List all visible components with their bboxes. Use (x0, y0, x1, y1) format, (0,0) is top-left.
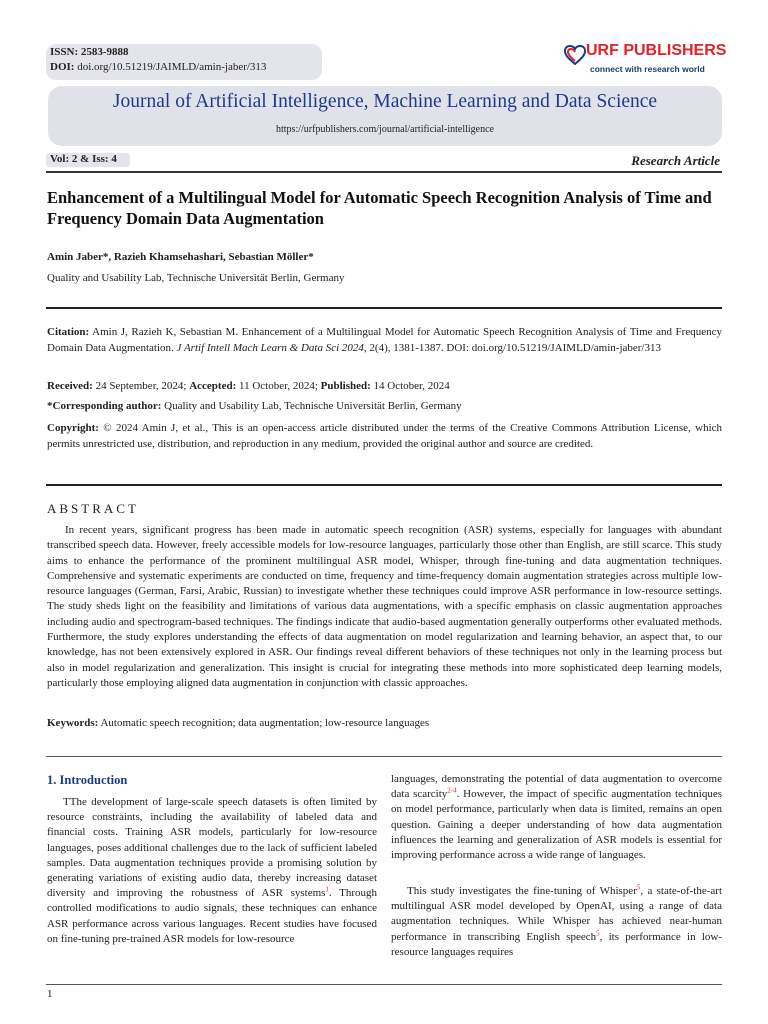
publisher-tagline: connect with research world (590, 64, 705, 74)
accepted-date: 11 October, 2024; (239, 380, 318, 392)
publisher-name: URF PUBLISHERS (586, 42, 727, 59)
citation-journal: J Artif Intell Mach Learn & Data Sci 2024 (176, 341, 364, 354)
corresponding-author (47, 399, 722, 415)
article-type: Research Article (631, 153, 720, 168)
intro-p1-text-col2: languages, demonstrating the potential of data augmentation to overcome data scarcity (391, 773, 722, 801)
authors: Amin Jaber*, Razieh Khamsehashari, Sebastian Möller* (47, 251, 314, 263)
copyright-label: Copyright: (47, 422, 99, 434)
intro-heading: 1. Introduction (47, 773, 128, 787)
citation-text: Amin J, Razieh K, Sebastian M. Enhancement of a Multilingual Model for Automatic Speech Recognition Analysis of Time and Frequency Domain Data Augmentation. (47, 326, 722, 354)
citation-label: Citation: (47, 326, 90, 338)
corresponding-text: Quality and Usability Lab, Technische Universität Berlin, Germany (164, 400, 462, 412)
reference-link[interactable]: 2-4 (447, 786, 457, 795)
intro-paragraph-2 (391, 884, 722, 960)
received-label: Received: (47, 380, 93, 392)
doi (50, 61, 266, 73)
keywords-text: Automatic speech recognition; data augmentation; low-resource languages (100, 717, 430, 729)
reference-link[interactable]: 5 (636, 883, 641, 892)
reference-link[interactable]: 5 (596, 928, 600, 937)
abstract-divider (46, 756, 722, 757)
keywords-label: Keywords: (47, 717, 99, 729)
citation-tail: , 2(4), 1381-1387. DOI: doi.org/10.51219/JAIMLD/amin-jaber/313 (363, 341, 661, 354)
intro-p2-text: This study investigates the fine-tuning of Whisper (407, 885, 637, 897)
dates (47, 379, 722, 395)
accepted-label: Accepted: (189, 380, 237, 392)
intro-paragraph-1-cont (391, 772, 722, 863)
intro-p1-text: TThe development of large-scale speech datasets is often limited by resource constraints, including the availability of labeled data and financial costs. Training ASR models, particularly for low-resource languages, poses additional challenges due to the lack of sufficient labeled samples. Data augmentation techniques provide a promising solution by generating variations of existing audio data, thereby increasing dataset diversity and improving the robustness of ASR systems (47, 796, 377, 900)
published-date: 14 October, 2024 (373, 380, 450, 392)
doi-label: DOI: (50, 61, 75, 73)
intro-p1-text-cont: . Through controlled modifications to audio signals, these techniques can enhance ASR performance across various languages. Recent studies have focused on fine-tuning pre-trained ASR models for low-resource (47, 887, 378, 945)
keywords (47, 717, 429, 729)
copyright (47, 421, 722, 452)
header-divider (46, 171, 722, 173)
page-number: 1 (47, 988, 53, 1000)
published-label: Published: (320, 380, 371, 392)
abstract-heading: ABSTRACT (47, 501, 139, 516)
volume-issue: Vol: 2 & Iss: 4 (50, 153, 117, 165)
doi-value[interactable]: doi.org/10.51219/JAIMLD/amin-jaber/313 (77, 61, 267, 73)
journal-title: Journal of Artificial Intelligence, Machine Learning and Data Science (112, 91, 658, 112)
footer-divider (46, 984, 722, 985)
corresponding-label: *Corresponding author: (47, 400, 162, 412)
paper-title: Enhancement of a Multilingual Model for Automatic Speech Recognition Analysis of Time and Frequency Domain Data Augmentation (47, 188, 712, 228)
reference-link[interactable]: 1 (325, 885, 329, 894)
intro-p2-text-end: , its performance in low-resource languages requires (391, 930, 722, 958)
affiliation: Quality and Usability Lab, Technische Universität Berlin, Germany (47, 272, 345, 284)
journal-url[interactable]: https://urfpublishers.com/journal/artificial-intelligence (276, 124, 494, 135)
abstract-text: In recent years, significant progress has been made in automatic speech recognition (ASR) systems, especially for languages with abundant transcribed speech data. However, freely accessible models for low-resource languages, particularly those other than English, are still scarce. This study aims to enhance the performance of the prominent multilingual ASR model, Whisper, through fine-tuning and data augmentation techniques. Comprehensive and systematic experiments are conducted on time, frequency and time-frequency domain augmentation strategies across multiple low-resource languages (German, Farsi, Arabic, Russian) to investigate whether these techniques could improve ASR performance in low-resource settings. The study sheds light on the feasibility and limitations of various data augmentations, with a specific emphasis on classic augmentation approaches including audio and spectrogram-based techniques. The findings indicate that audio-based augmentation generally outperforms other evaluated methods. Furthermore, the study explores understanding the effects of data augmentation on model regularization and learning behavior, an aspect that, to our knowledge, has not been extensively explored in ASR. Our findings reveal different behaviors of these techniques not only in the learning process but also in model regularization and generalization. This insight is crucial for integrating these methods into more sophisticated deep learning models, particularly those employing aligned data augmentation in conjunction with classic approaches. (47, 524, 722, 689)
title-divider (46, 307, 722, 309)
received-date: 24 September, 2024; (95, 380, 187, 392)
publisher-logo-icon (564, 44, 586, 66)
intro-paragraph-1 (47, 795, 377, 947)
publisher-logo (562, 42, 727, 82)
issn: ISSN: 2583-9888 (50, 46, 129, 58)
meta-divider (46, 484, 722, 486)
citation (47, 325, 722, 356)
intro-p2-text-cont: , a state-of-the-art multilingual ASR model developed by OpenAI, using a range of data augmentation techniques. While Whisper has achieved near-human performance in transcribing English speech (391, 885, 723, 943)
intro-p1-text-col2-cont: . However, the impact of specific augmentation techniques on model performance, particularly when data is limited, remains an open question. Gaining a deeper understanding of how data augmentation influences the learning and generalization of ASR models is essential for improving performance across a wide range of languages. (391, 788, 722, 862)
copyright-text: © 2024 Amin J, et al., This is an open-access article distributed under the terms of the Creative Commons Attribution License, which permits unrestricted use, distribution, and reproduction in any medium, provided the original author and source are credited. (47, 422, 723, 450)
